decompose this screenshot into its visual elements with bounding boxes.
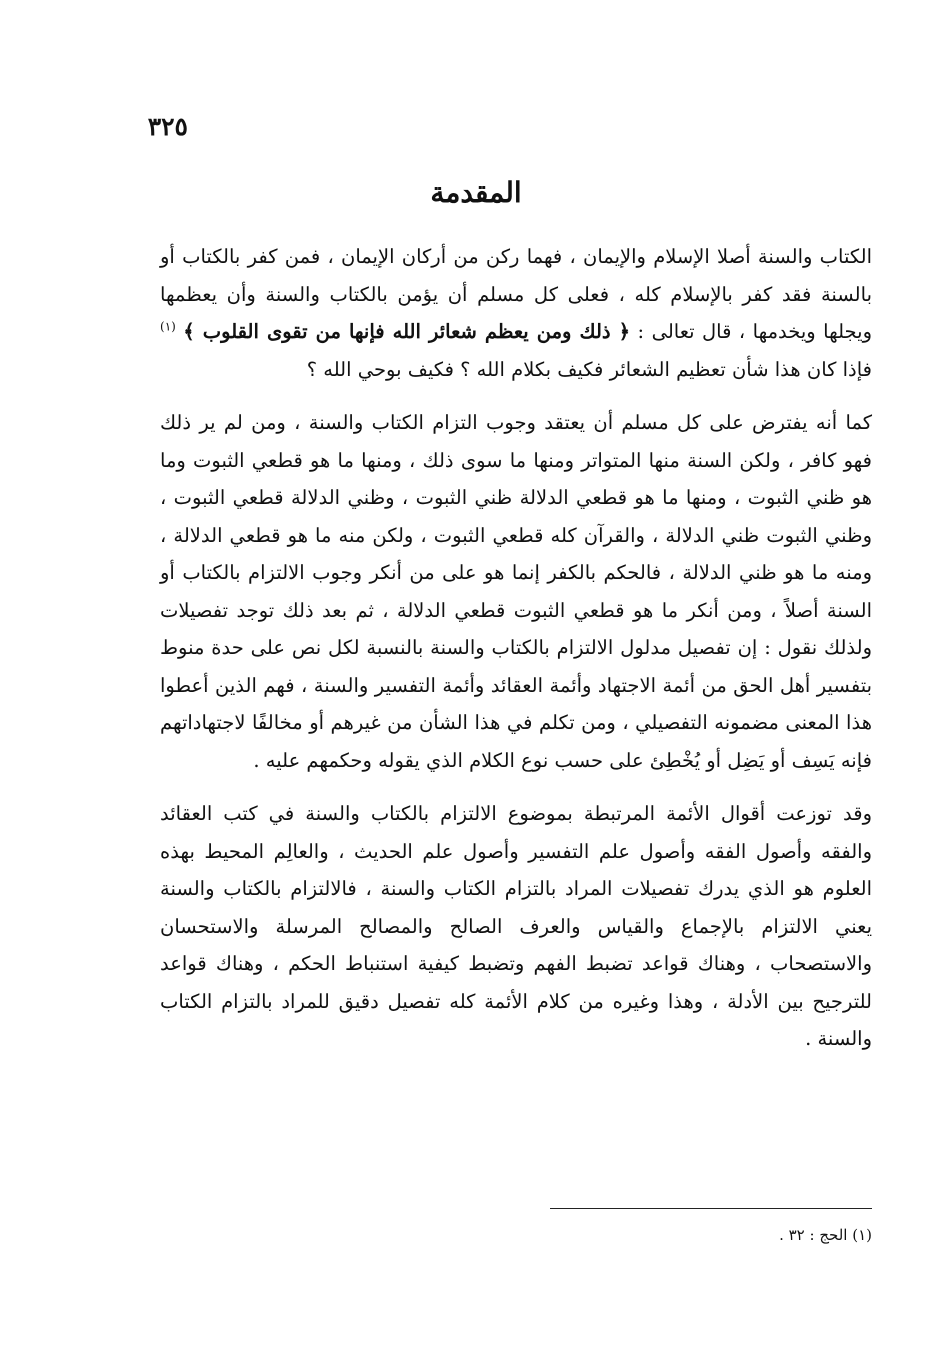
paragraph-2: كما أنه يفترض على كل مسلم أن يعتقد وجوب التزام الكتاب والسنة ، ومن لم ير ذلك فهو كافر ، ولكن السنة منها المتواتر ومنها ما سوى ذلك ، ومنها ما هو قطعي الثبوت وما هو ظني الثبوت ، ومنها ما هو قطعي الدلالة ظني الثبوت ، وظني الدلالة قطعي الثبوت ، وظني الثبوت ظني الدلالة ، والقرآن كله قطعي الثبوت ، ولكن منه ما هو قطعي الدلالة ، ومنه ما هو ظني الدلالة ، فالحكم بالكفر إنما هو على من أنكر وجوب الالتزام بالكتاب أو السنة أصلاً ، ومن أنكر ما هو قطعي الثبوت قطعي الدلالة ، ثم بعد ذلك توجد تفصيلات ولذلك نقول : إن تفصيل مدلول الالتزام بالكتاب والسنة بالنسبة لكل نص على حدة منوط بتفسير أهل الحق من أئمة الاجتهاد وأئمة العقائد وأئمة التفسير والسنة ، فهم الذين أعطوا هذا المعنى مضمونه التفصيلي ، ومن تكلم في هذا الشأن من غيرهم أو مخالفًا لاجتهاداتهم فإنه يَسِف أو يَضِل أو يُخْطِئ على حسب نوع الكلام الذي يقوله وحكمهم عليه . <box>160 411 872 772</box>
page-number: ٣٢٥ <box>147 112 188 141</box>
main-text <box>160 238 872 1074</box>
quran-quote: ﴿ ذلك ومن يعظم شعائر الله فإنها من تقوى القلوب ﴾ <box>183 320 631 343</box>
paragraph-1-intro: الكتاب والسنة أصلا الإسلام والإيمان ، فهما ركن من أركان الإيمان ، فمن كفر بالكتاب أو بالسنة فقد كفر بالإسلام كله ، فعلى كل مسلم أن يؤمن بالكتاب والسنة وأن يعظمها ويجلها ويخدمها ، قال تعالى : <box>160 245 872 343</box>
footnote-divider <box>550 1208 872 1209</box>
footnote: (١) الحج : ٣٢ . <box>779 1226 872 1244</box>
page-title: المقدمة <box>430 176 522 209</box>
paragraph-3: وقد توزعت أقوال الأئمة المرتبطة بموضوع الالتزام بالكتاب والسنة في كتب العقائد والفقه وأصول الفقه وأصول علم التفسير وأصول علم الحديث ، والعالِم المحيط بهذه العلوم هو الذي يدرك تفصيلات المراد بالتزام الكتاب والسنة ، فالالتزام بالكتاب والسنة يعني الالتزام بالإجماع والقياس والعرف الصالح والمصالح المرسلة والاستحسان والاستصحاب ، وهناك قواعد تضبط الفهم وتضبط كيفية استنباط الحكم ، وهناك قواعد للترجيح بين الأدلة ، وهذا وغيره من كلام الأئمة كله تفصيل دقيق للمراد بالتزام الكتاب والسنة . <box>160 802 872 1050</box>
footnote-reference: (١) <box>160 319 176 334</box>
paragraph-1-outro: فإذا كان هذا شأن تعظيم الشعائر فكيف بكلام الله ؟ فكيف بوحي الله ؟ <box>306 357 872 381</box>
paragraph-1 <box>160 238 872 388</box>
